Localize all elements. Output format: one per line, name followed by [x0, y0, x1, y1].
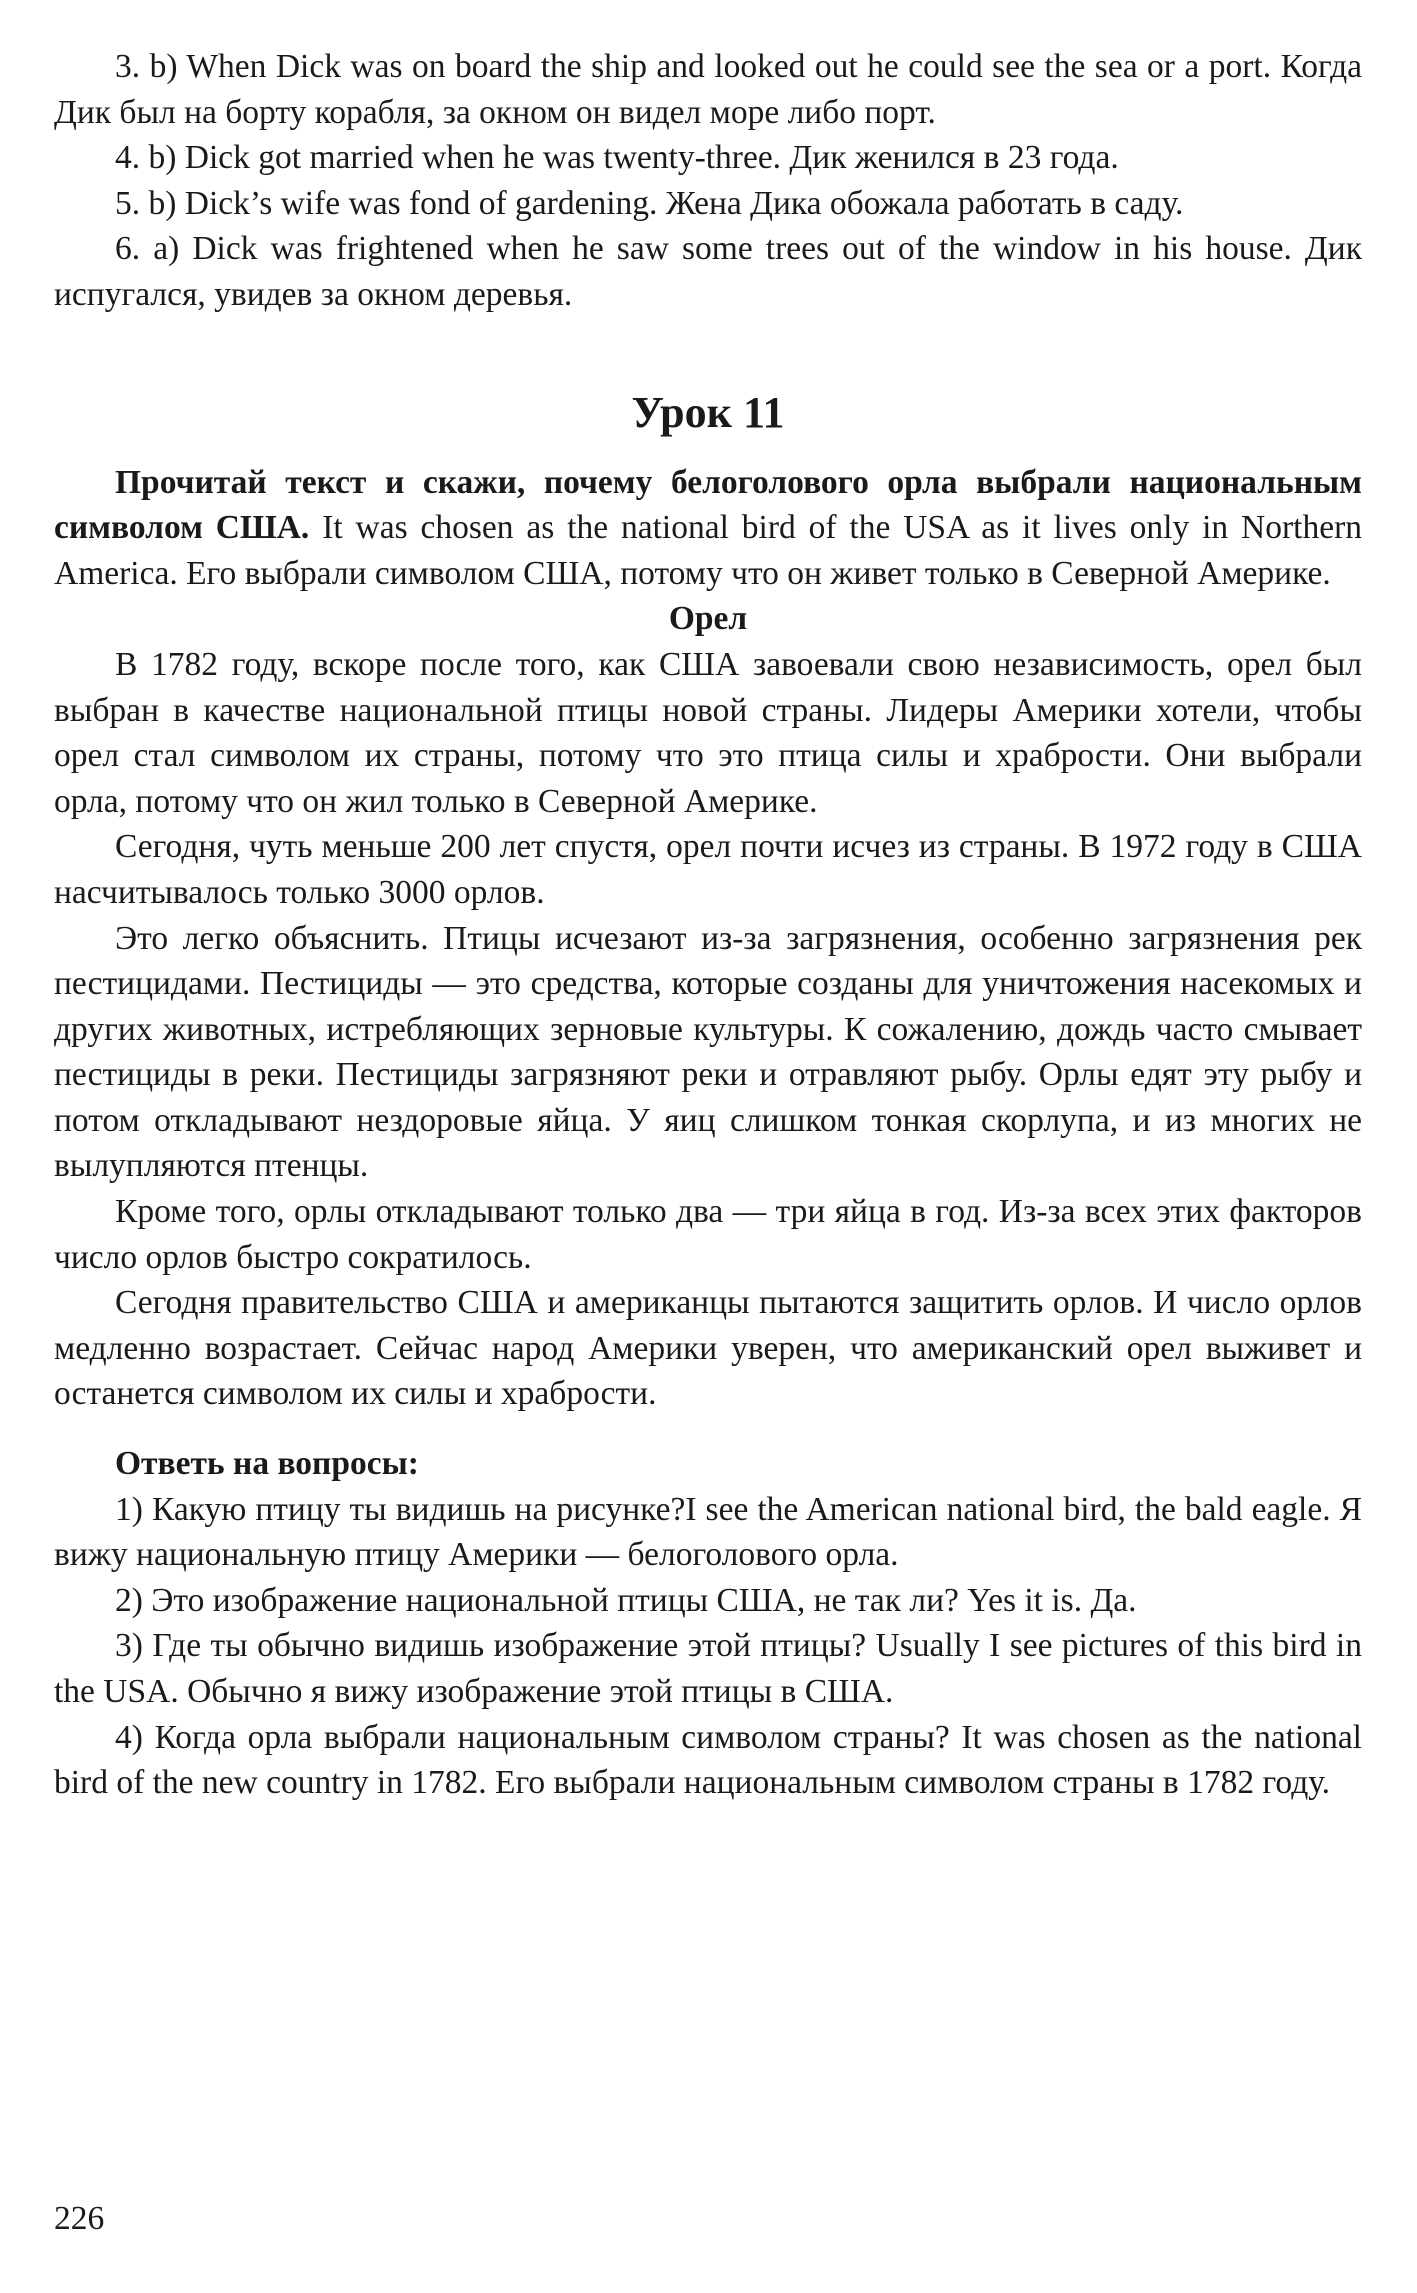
page-number: 226	[54, 2200, 105, 2237]
section-spacer	[54, 318, 1362, 385]
task-answer: It was chosen as the national bird of the USA as it lives only in Northern America. Его выбрали символом США, потому что он живет только в Северной Америке.	[54, 509, 1362, 592]
answer-4: 4. b) Dick got married when he was twenty-three. Дик женился в 23 года.	[115, 139, 1119, 177]
story-paragraph-1: В 1782 году, вскоре после того, как США завоевали свою независимость, орел был выбран в качестве национальной птицы новой страны. Лидеры Америки хотели, чтобы орел стал символом их страны, потому что это птица силы и храбрости. Они выбрали орла, потому что он жил только в Северной Америке.	[54, 645, 1362, 820]
lesson-task	[54, 460, 1362, 597]
story-paragraph-3: Это легко объяснить. Птицы исчезают из-за загрязнения, особенно загрязнения рек пестицидами. Пестициды — это средства, которые созданы для уничтожения насекомых и других животных, истребляющих зерновые культуры. К сожалению, дождь часто смывает пестициды в реки. Пестициды загрязняют реки и отравляют рыбу. Орлы едят эту рыбу и потом откладывают нездоровые яйца. У яиц слишком тонкая скорлупа, и из многих не вылупляются птенцы.	[54, 919, 1362, 1185]
story-paragraph-2: Сегодня, чуть меньше 200 лет спустя, орел почти исчез из страны. В 1972 году в США насчитывалось только 3000 орлов.	[54, 828, 1362, 911]
answer-6: 6. a) Dick was frightened when he saw some trees out of the window in his house. Дик испугался, увидев за окном деревья.	[54, 230, 1362, 313]
story-paragraph-5: Сегодня правительство США и американцы пытаются защитить орлов. И число орлов медленно возрастает. Сейчас народ Америки уверен, что американский орел выживет и останется символом их силы и храбрости.	[54, 1284, 1362, 1413]
story-paragraph-4: Кроме того, орлы откладывают только два — три яйца в год. Из-за всех этих факторов число орлов быстро сократилось.	[54, 1193, 1362, 1276]
question-3: 3) Где ты обычно видишь изображение этой птицы? Usually I see pictures of this bird in the USA. Обычно я вижу изображение этой птицы в США.	[54, 1627, 1362, 1710]
question-1: 1) Какую птицу ты видишь на рисунке?I see the American national bird, the bald eagle. Я вижу национальную птицу Америки — белоголового орла.	[54, 1490, 1362, 1574]
answer-3: 3. b) When Dick was on board the ship and looked out he could see the sea or a port. Когда Дик был на борту корабля, за окном он видел море либо порт.	[54, 48, 1362, 131]
question-2: 2) Это изображение национальной птицы США, не так ли? Yes it is. Да.	[115, 1581, 1137, 1619]
question-4: 4) Когда орла выбрали национальным символом страны? It was chosen as the national bird of the new country in 1782. Его выбрали национальным символом страны в 1782 году.	[54, 1718, 1362, 1802]
lesson-title: Урок 11	[631, 387, 785, 437]
task-instruction: Прочитай текст и скажи, почему белоголового орла выбрали национальным символом США.	[54, 463, 1362, 547]
questions-heading: Ответь на вопросы:	[115, 1445, 419, 1483]
story-title: Орел	[668, 600, 748, 638]
page-content	[54, 44, 1362, 1806]
answer-5: 5. b) Dick’s wife was fond of gardening. Жена Дика обожала работать в саду.	[115, 184, 1184, 222]
